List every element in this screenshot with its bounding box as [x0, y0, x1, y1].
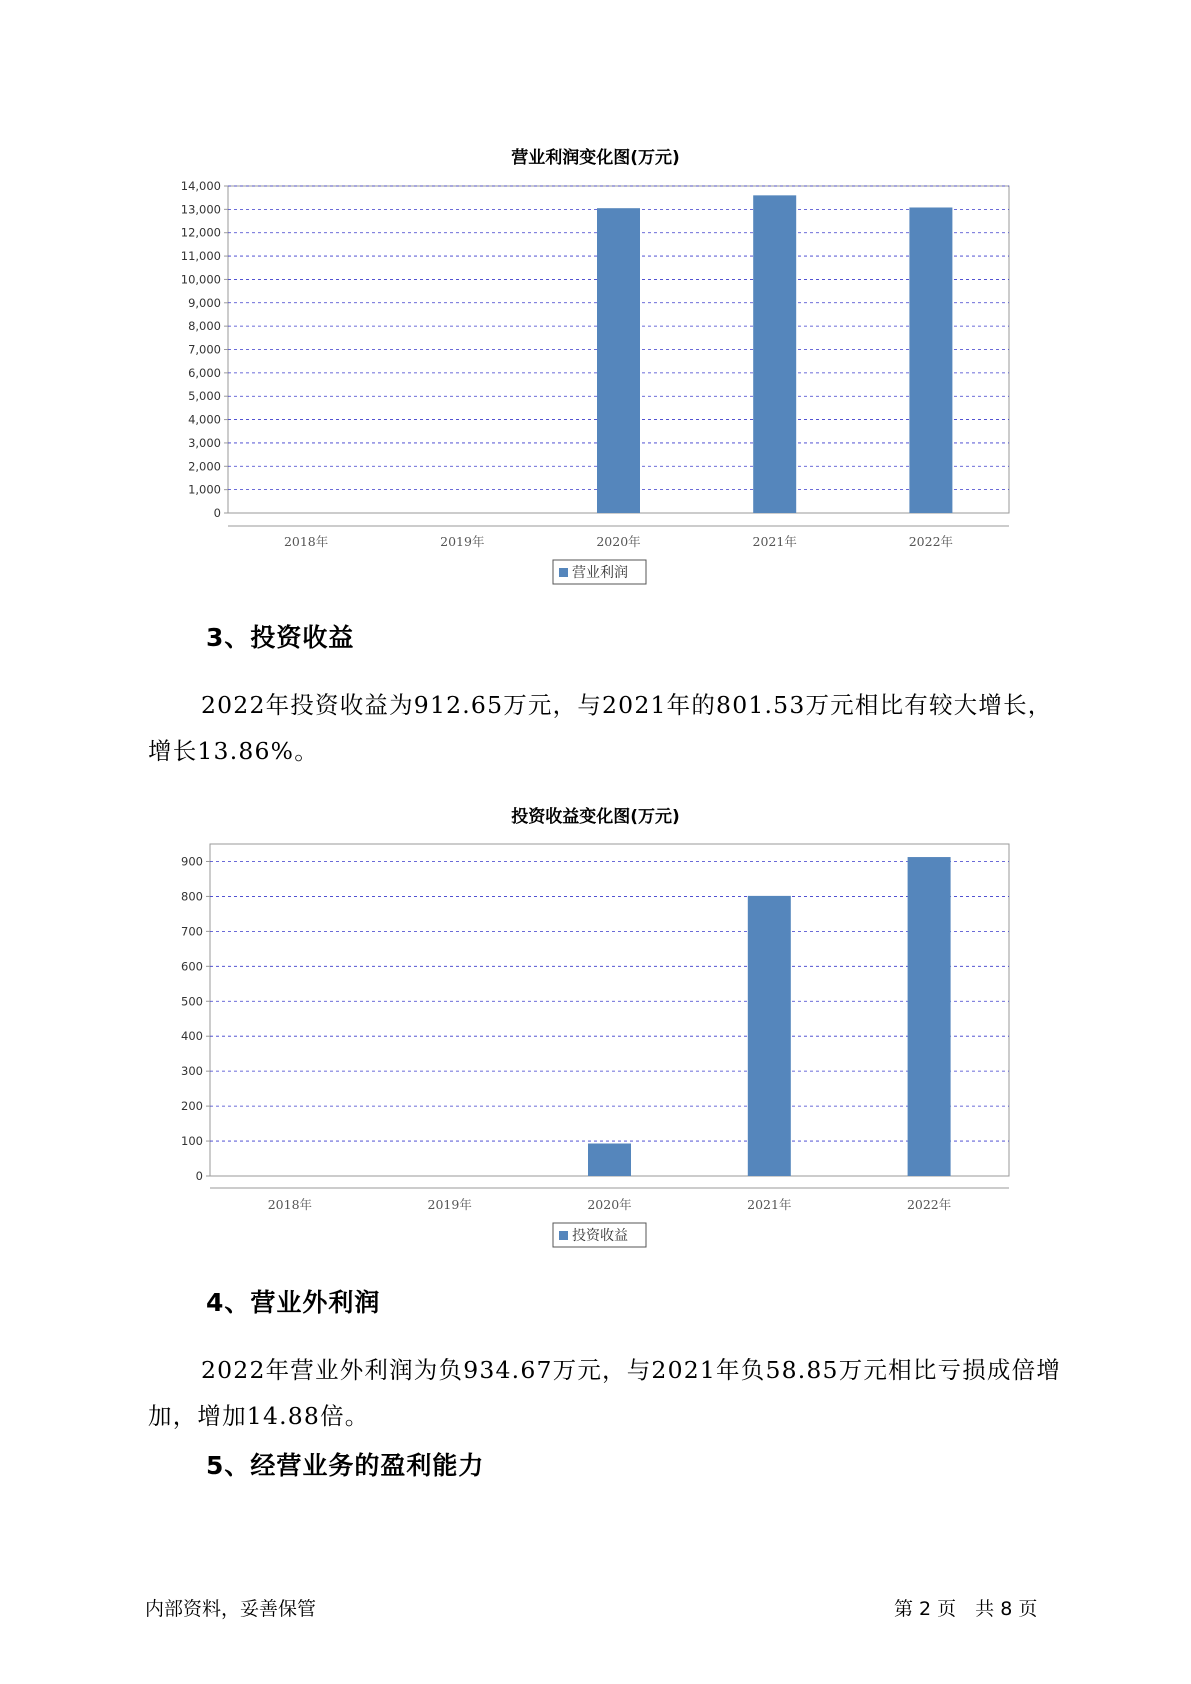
- section-3-heading: 3、投资收益: [206, 623, 355, 652]
- bar: [753, 195, 796, 513]
- operating-profit-chart: [0, 170, 1191, 610]
- footer-confidential-note: 内部资料，妥善保管: [145, 1598, 317, 1620]
- legend-label: 营业利润: [572, 565, 628, 581]
- y-tick-label: 5,000: [188, 389, 221, 404]
- y-tick-label: 700: [181, 924, 203, 939]
- y-tick-label: 100: [181, 1134, 203, 1149]
- y-tick-label: 4,000: [188, 412, 221, 427]
- y-tick-label: 400: [181, 1029, 203, 1044]
- y-tick-label: 800: [181, 889, 203, 904]
- legend-label: 投资收益: [572, 1228, 628, 1244]
- y-tick-label: 12,000: [180, 225, 221, 240]
- y-tick-label: 300: [181, 1064, 203, 1079]
- y-tick-label: 11,000: [180, 249, 221, 264]
- bar: [908, 857, 951, 1176]
- x-tick-label: 2019年: [440, 534, 485, 549]
- x-tick-label: 2021年: [752, 534, 797, 549]
- y-tick-label: 1,000: [188, 482, 221, 497]
- chart2-title: 投资收益变化图(万元): [511, 807, 680, 827]
- section-4-heading: 4、营业外利润: [206, 1288, 381, 1317]
- y-tick-label: 3,000: [188, 435, 221, 450]
- bar: [588, 1143, 631, 1176]
- y-tick-label: 0: [195, 1169, 203, 1183]
- legend-swatch: [559, 1231, 568, 1240]
- x-tick-label: 2020年: [587, 1197, 632, 1212]
- y-tick-label: 200: [181, 1099, 203, 1114]
- y-tick-label: 2,000: [188, 459, 221, 474]
- x-tick-label: 2020年: [596, 534, 641, 549]
- y-tick-label: 600: [181, 959, 203, 974]
- x-tick-label: 2018年: [283, 534, 329, 549]
- plot-area: [210, 844, 1009, 1176]
- x-tick-label: 2018年: [267, 1197, 313, 1212]
- legend-swatch: [559, 568, 568, 577]
- x-tick-label: 2019年: [427, 1197, 472, 1212]
- x-tick-label: 2021年: [747, 1197, 792, 1212]
- y-tick-label: 8,000: [188, 319, 221, 334]
- x-tick-label: 2022年: [906, 1197, 952, 1212]
- investment-income-chart: [0, 828, 1191, 1248]
- y-tick-label: 10,000: [180, 272, 221, 287]
- bar: [597, 208, 640, 513]
- y-tick-label: 0: [213, 506, 221, 520]
- y-tick-label: 6,000: [188, 365, 221, 380]
- bar: [748, 896, 791, 1176]
- section-3-paragraph: 2022年投资收益为912.65万元，与2021年的801.53万元相比有较大增长，增长13.86%。: [148, 691, 1053, 765]
- y-tick-label: 9,000: [188, 295, 221, 310]
- section-4-paragraph: 2022年营业外利润为负934.67万元，与2021年负58.85万元相比亏损成倍增加，增加14.88倍。: [148, 1356, 1062, 1430]
- y-tick-label: 7,000: [188, 342, 221, 357]
- chart1-title: 营业利润变化图(万元): [511, 148, 680, 168]
- y-tick-label: 14,000: [180, 179, 221, 193]
- bar: [909, 207, 952, 513]
- y-tick-label: 13,000: [180, 202, 221, 217]
- section-5-heading: 5、经营业务的盈利能力: [206, 1451, 485, 1480]
- footer-page-number: 第 2 页 共 8 页: [894, 1598, 1038, 1620]
- x-tick-label: 2022年: [908, 534, 954, 549]
- y-tick-label: 500: [181, 994, 203, 1009]
- y-tick-label: 900: [181, 854, 203, 869]
